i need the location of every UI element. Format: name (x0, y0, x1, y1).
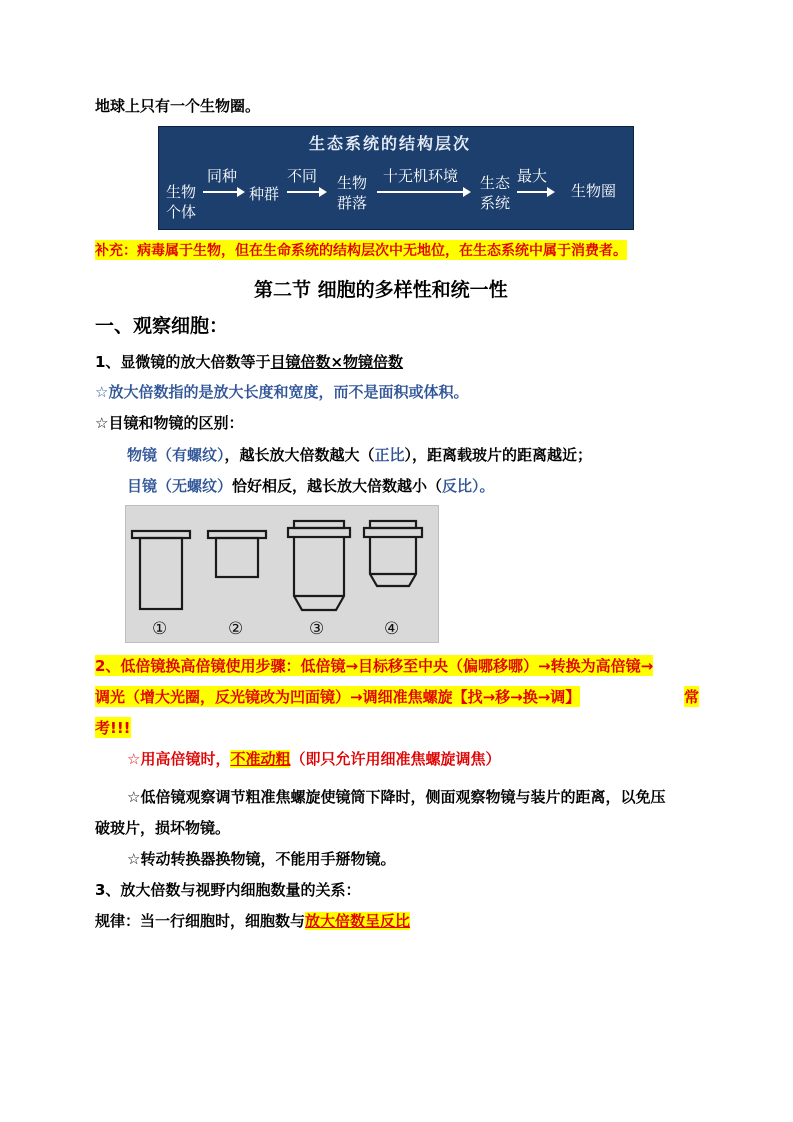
magnification-rule-prefix: 1、显微镜的放大倍数等于 (95, 353, 271, 371)
node-community-line1: 生物 (337, 174, 368, 192)
arrow-label-different: 不同 (287, 167, 318, 185)
coarse-focus-note-line2: 破玻片，损坏物镜。 (95, 819, 231, 837)
heading-observe-cells: 一、观察细胞： (95, 315, 229, 337)
node-ecosystem-line1: 生态 (480, 174, 511, 192)
steps-line-1: 2、低倍镜换高倍镜使用步骤：低倍镜→目标移至中央（偏哪移哪）→转换为高倍镜→ (95, 657, 654, 675)
arrow-3 (377, 191, 469, 193)
section-title: 第二节 细胞的多样性和统一性 (254, 279, 508, 301)
lens-illustration (125, 505, 439, 643)
lens-3-thread (288, 528, 350, 537)
node-individual-line2: 个体 (166, 203, 197, 221)
lens-label-4: ④ (384, 619, 400, 639)
arrow-4 (517, 191, 553, 193)
magnification-note: ☆放大倍数指的是放大长度和宽度，而不是面积或体积。 (95, 383, 469, 401)
arrow-label-largest: 最大 (517, 167, 548, 185)
lens-4-body (370, 537, 416, 586)
lens-difference-title: ☆目镜和物镜的区别： (95, 414, 244, 432)
lens-2-body (216, 538, 258, 577)
ecosystem-hierarchy-diagram (158, 126, 634, 230)
objective-lens-note: 物镜（有螺纹），越长放大倍数越大（正比），距离载玻片的距离越近； (127, 446, 593, 464)
magnification-rule-formula: 目镜倍数×物镜倍数 (270, 353, 404, 371)
steps-line-3: 考!!! (95, 719, 131, 737)
magnification-rule (95, 351, 403, 372)
steps-line-2-tail: 常 (684, 688, 700, 706)
eyepiece-lens-note: 目镜（无螺纹）恰好相反，越长放大倍数越小（反比）。 (127, 477, 495, 495)
arrow-label-abiotic: 十无机环境 (383, 167, 459, 185)
node-population: 种群 (249, 185, 280, 203)
lens-3-body (294, 537, 344, 610)
inverse-proportion: 放大倍数呈反比 (305, 912, 411, 930)
magnification-cell-count-title: 3、放大倍数与视野内细胞数量的关系： (95, 881, 361, 899)
coarse-focus-note-line1: ☆低倍镜观察调节粗准焦螺旋使镜筒下降时，侧面观察物镜与装片的距离，以免压 (127, 788, 666, 806)
node-biosphere: 生物圈 (571, 182, 617, 200)
high-power-note: ☆用高倍镜时，不准动粗（即只允许用细准焦螺旋调焦） (127, 750, 501, 768)
no-coarse-adjustment: 不准动粗 (230, 750, 291, 768)
diagram-title: 生态系统的结构层次 (309, 134, 472, 153)
lens-4-thread (364, 528, 422, 537)
cell-count-rule: 规律：当一行细胞时，细胞数与放大倍数呈反比 (95, 912, 411, 930)
lens-label-3: ③ (309, 619, 325, 639)
arrow-1 (203, 191, 243, 193)
arrow-2 (287, 191, 325, 193)
supplement-note: 补充：病毒属于生物，但在生命系统的结构层次中无地位，在生态系统中属于消费者。 (95, 240, 627, 260)
intro-line: 地球上只有一个生物圈。 (95, 97, 261, 115)
node-community-line2: 群落 (337, 194, 368, 212)
lens-1-body (140, 538, 182, 609)
arrow-label-same-species: 同种 (207, 167, 238, 185)
lens-label-2: ② (228, 619, 244, 639)
node-individual-line1: 生物 (166, 183, 197, 201)
converter-note: ☆转动转换器换物镜，不能用手掰物镜。 (127, 850, 396, 868)
steps-line-2: 调光（增大光圈，反光镜改为凹面镜）→调细准焦螺旋【找→移→换→调】 (95, 688, 581, 706)
lens-label-1: ① (152, 619, 168, 639)
node-ecosystem-line2: 系统 (480, 194, 511, 212)
